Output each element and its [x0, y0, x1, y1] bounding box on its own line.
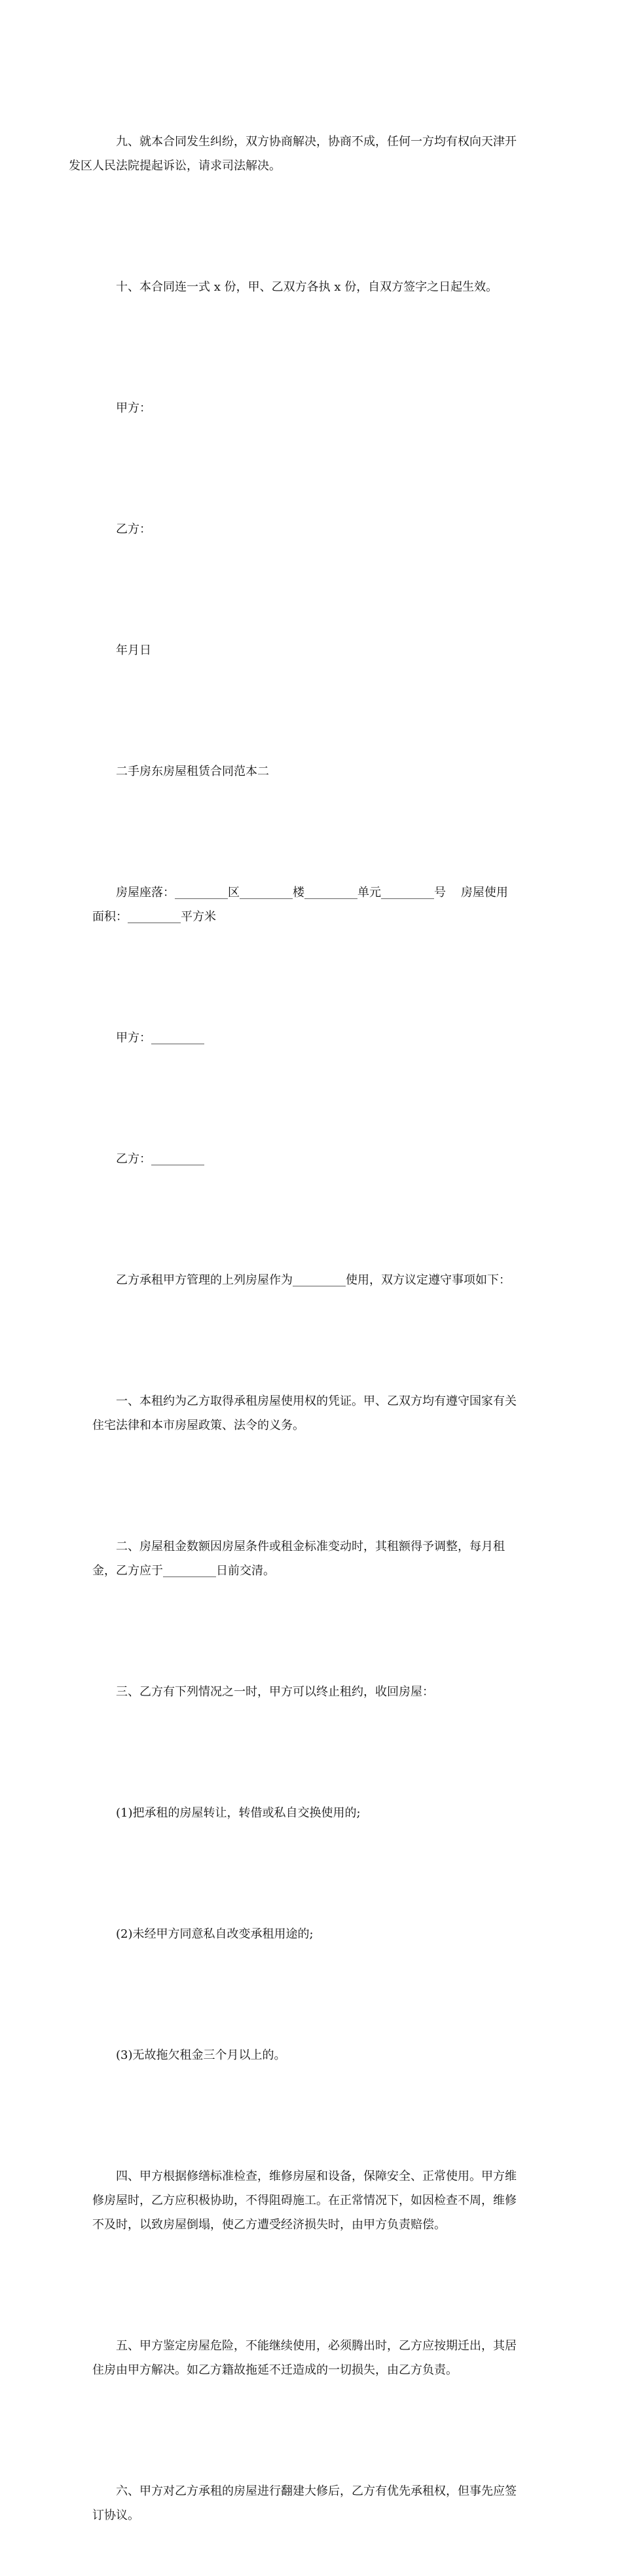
text-line: 乙方承租甲方管理的上列房屋作为_________使用，双方议定遵守事项如下： — [116, 1273, 511, 1287]
text-line: 甲方：_________ — [116, 1031, 204, 1045]
text-line: 修房屋时，乙方应积极协助，不得阻碍施工。在正常情况下，如因检查不周，维修 — [92, 2194, 517, 2207]
text-line: 九、就本合同发生纠纷，双方协商解决，协商不成，任何一方均有权向天津开 — [116, 135, 517, 149]
paragraph-copies — [92, 227, 531, 348]
party-b-label — [92, 469, 531, 590]
text-line: 三、乙方有下列情况之一时，甲方可以终止租约，收回房屋： — [116, 1685, 434, 1699]
section-title — [92, 711, 531, 832]
text-line: 乙方： — [116, 522, 151, 536]
text-line: (3)无故拖欠租金三个月以上的。 — [116, 2048, 286, 2062]
text-line: 二、房屋租金数额因房屋条件或租金标准变动时，其租额得予调整，每月租 — [116, 1540, 505, 1553]
text-line: 年月日 — [116, 644, 151, 657]
paragraph-clause-5 — [92, 2285, 531, 2431]
party-b-field — [92, 1098, 531, 1220]
text-line: 金，乙方应于_________日前交清。 — [92, 1564, 275, 1578]
list-item-2 — [92, 1874, 531, 1995]
paragraph-clause-6 — [92, 2431, 531, 2576]
party-a-field — [92, 977, 531, 1098]
text-line: 面积：_________平方米 — [92, 910, 216, 924]
list-item-3 — [92, 1995, 531, 2116]
paragraph-clause-3 — [92, 1631, 531, 1752]
date-line — [92, 590, 531, 711]
text-line: 二手房东房屋租赁合同范本二 — [116, 765, 269, 778]
text-line: 发区人民法院提起诉讼，请求司法解决。 — [69, 159, 281, 173]
paragraph-clause-4 — [92, 2116, 531, 2285]
text-line: 甲方： — [116, 401, 151, 415]
text-line: 住宅法律和本市房屋政策、法令的义务。 — [92, 1419, 304, 1432]
text-line: 订协议。 — [92, 2509, 139, 2522]
text-line: 房屋座落：_________区_________楼_________单元_________号 房屋使用 — [116, 886, 508, 899]
list-item-1 — [92, 1752, 531, 1874]
text-line: 住房由甲方解决。如乙方籍故拖延不迁造成的一切损失，由乙方负责。 — [92, 2363, 458, 2377]
paragraph-location — [92, 832, 531, 977]
party-a-label — [92, 348, 531, 469]
paragraph-clause-1 — [92, 1341, 531, 1486]
text-line: 六、甲方对乙方承租的房屋进行翻建大修后，乙方有优先承租权，但事先应签 — [116, 2484, 517, 2498]
paragraph-clause-2 — [92, 1486, 531, 1631]
paragraph-dispute — [69, 81, 531, 227]
text-line: 一、本租约为乙方取得承租房屋使用权的凭证。甲、乙双方均有遵守国家有关 — [116, 1394, 517, 1408]
text-line: 五、甲方鉴定房屋危险，不能继续使用，必须腾出时，乙方应按期迁出，其居 — [116, 2339, 517, 2353]
text-line: 乙方：_________ — [116, 1152, 204, 1166]
text-line: 四、甲方根据修缮标准检查，维修房屋和设备，保障安全、正常使用。甲方维 — [116, 2169, 517, 2183]
text-line: 十、本合同连一式 x 份，甲、乙双方各执 x 份，自双方签字之日起生效。 — [116, 280, 498, 294]
text-line: 不及时，以致房屋倒塌，使乙方遭受经济损失时，由甲方负责赔偿。 — [92, 2218, 446, 2232]
text-line: (2)未经甲方同意私自改变承租用途的; — [116, 1927, 314, 1941]
text-line: (1)把承租的房屋转让，转借或私自交换使用的; — [116, 1806, 361, 1820]
paragraph-usage — [92, 1220, 531, 1341]
document-body — [69, 81, 531, 2576]
